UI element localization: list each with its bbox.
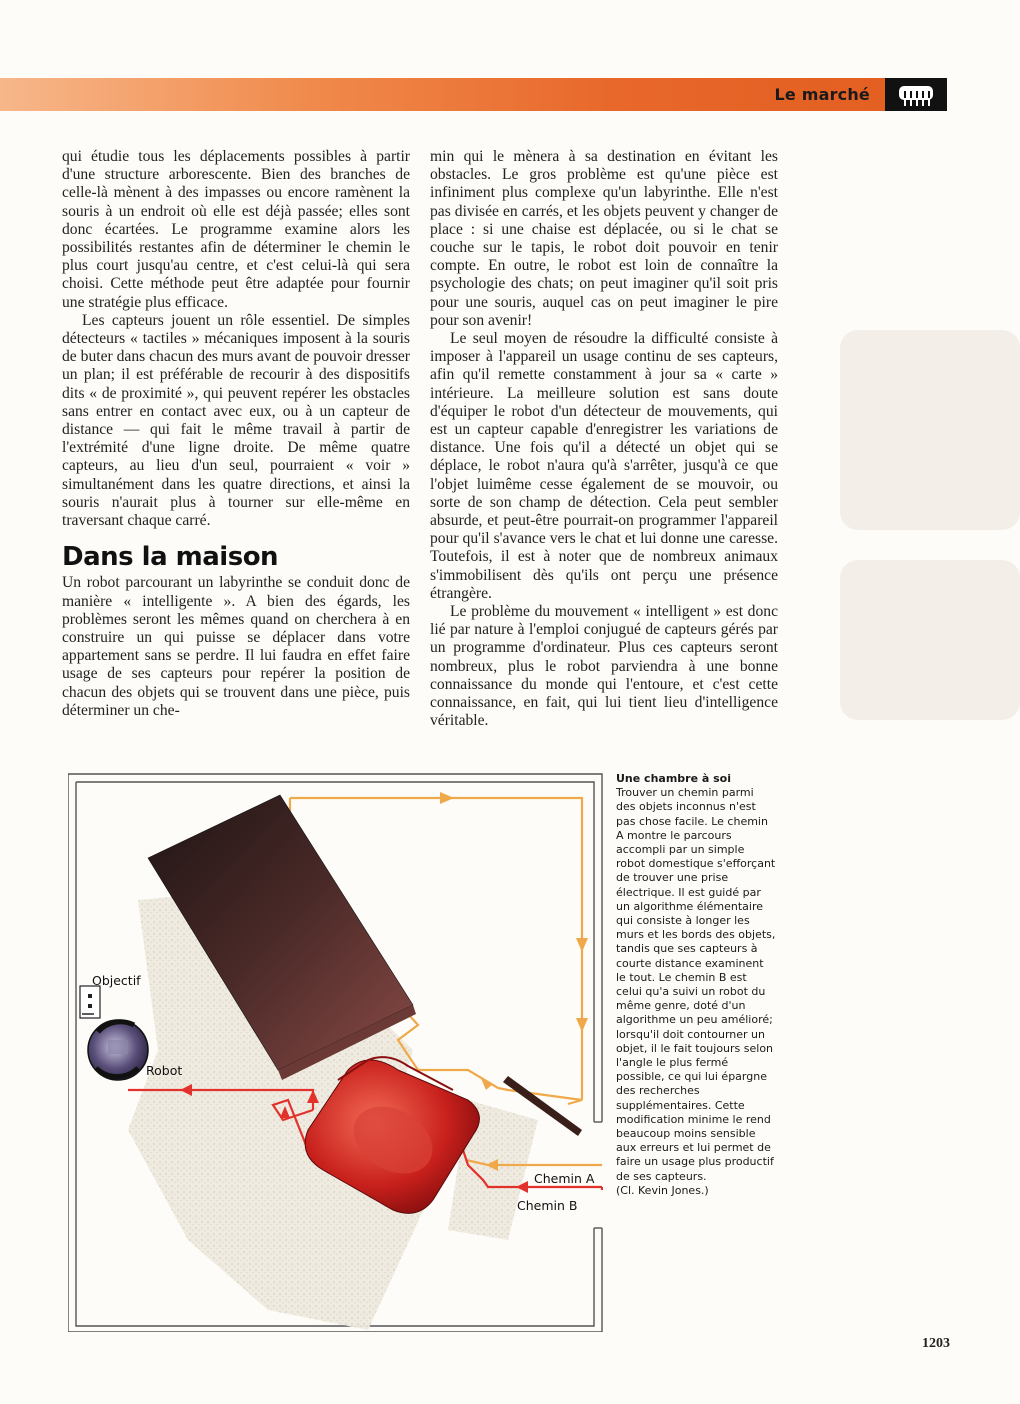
paragraph: qui étudie tous les déplacements possibles à partir d'une structure arborescente. Bien des branches de celle-là mènent à des impasses ou encore ramènent la souris à un endroit où elle est déjà passée; elles sont donc écartées. Le programme examine alors les possibilités restantes afin de déterminer le chemin le plus court jusqu'au centre, et c'est celui-là qui sera choisi. Cette méthode peut être adaptée pour fournir une stratégie plus efficace. — [62, 148, 410, 311]
paragraph: Le problème du mouvement « intelligent » est donc lié par nature à l'emploi conjugué de capteurs gérés par un programme d'ordinateur. Plus ces capteurs seront nombreux, plus le robot parviendra à une bonne connaissance du monde qui l'entoure, et c'est cette connaissance, en fait, qui lui tient lieu d'intelligence véritable. — [430, 603, 778, 730]
caption-credit: (Cl. Kevin Jones.) — [616, 1183, 709, 1197]
label-objectif: Objectif — [92, 973, 141, 988]
paragraph: Les capteurs jouent un rôle essentiel. De simples détecteurs « tactiles » mécaniques imposent à la souris de buter dans chacun des murs avant de pouvoir dresser un plan; il est préférable de recourir à des dispositifs dits « de proximité », qui peuvent repérer les obstacles sans entrer en contact avec eux, ou à un capteur de distance — qui fait le même travail à partir de l'extrémité d'une ligne droite. De même quatre capteurs, au lieu d'un seul, pourraient « voir » simultanément dans les quatre directions, et ainsi la souris n'aurait plus à tourner sur elle-même en traversant chaque carré. — [62, 311, 410, 530]
robot — [88, 1020, 148, 1080]
text-column-right — [430, 148, 778, 731]
label-robot: Robot — [146, 1063, 183, 1078]
figure-caption — [616, 772, 776, 1198]
paragraph: min qui le mènera à sa destination en évitant les obstacles. Le gros problème est qu'une pièce est infiniment plus complexe qu'un labyrinthe. Elle n'est pas divisée en carrés, et les objets peuvent y changer de place : si une chaise est déplacée, ou si le chat se couche sur le tapis, le robot doit pouvoir en tenir compte. En outre, le robot est loin de connaître la psychologie des chats; on peut imaginer qu'il soit pris pour une souris, auquel cas on peut imaginer le pire pour son avenir! — [430, 148, 778, 329]
objectif-outlet — [80, 986, 100, 1018]
text-column-left — [62, 148, 410, 720]
caption-body: Trouver un chemin parmi des objets inconnus n'est pas chose facile. Le chemin A montre le parcours accompli par un simple robot domestique s'efforçant de trouver une prise électrique. Il est guidé par un algorithme élémentaire qui consiste à longer les murs et les bords des objets, tandis que ses capteurs à courte distance examinent le tout. Le chemin B est celui qu'a suivi un robot du même genre, doté d'un algorithme un peu amélioré; lorsqu'il doit contourner un objet, il le fait toujours selon l'angle le plus fermé possible, ce qui lui épargne des recherches supplémentaires. Cette modification minime le rend beaucoup moins sensible aux erreurs et lui permet de faire un usage plus productif de ses capteurs. — [616, 786, 776, 1183]
background-shape — [840, 330, 1020, 530]
section-heading: Dans la maison — [62, 542, 279, 573]
paragraph: Le seul moyen de résoudre la difficulté consiste à imposer à l'appareil un usage continu de ses capteurs, afin qu'il remette constamment à jour sa « carte » intérieure. La meilleure solution est sans doute d'équiper le robot d'un détecteur de mouvements, qui est un capteur capable d'enregistrer les variations de distance. Une fois qu'il a détecté un objet qui se déplace, le robot n'aura qu'à s'arrêter, jusqu'à ce que l'objet luimême cesse également de se mouvoir, ou sorte de son champ de détection. Cela peut sembler absurde, et peut-être pourrait-on programmer l'appareil pour qu'il s'avance vers le chat et lui donne une caresse. Toutefois, il est à noter que de nombreux animaux s'immobilisent dès qu'ils ont perçu une présence étrangère. — [430, 330, 778, 602]
room-illustration — [68, 770, 603, 1332]
background-shape — [840, 560, 1020, 720]
paragraph: Un robot parcourant un labyrinthe se conduit donc de manière « intelligente ». A bien des égards, les problèmes seront les mêmes quand on cherchera à en construire un qui puisse se déplacer dans votre appartement sans se perdre. Il lui faudra en effet faire usage de ses capteurs pour repérer la position de chacun des objets qui se trouvent dans une pièce, puis déterminer un che- — [62, 574, 410, 719]
page-number: 1203 — [922, 1336, 950, 1351]
caption-title: Une chambre à soi — [616, 772, 732, 785]
section-logo — [885, 78, 947, 111]
section-title: Le marché — [774, 85, 870, 104]
label-chemin-b: Chemin B — [517, 1198, 578, 1213]
label-chemin-a: Chemin A — [534, 1171, 595, 1186]
header-band — [0, 78, 885, 111]
